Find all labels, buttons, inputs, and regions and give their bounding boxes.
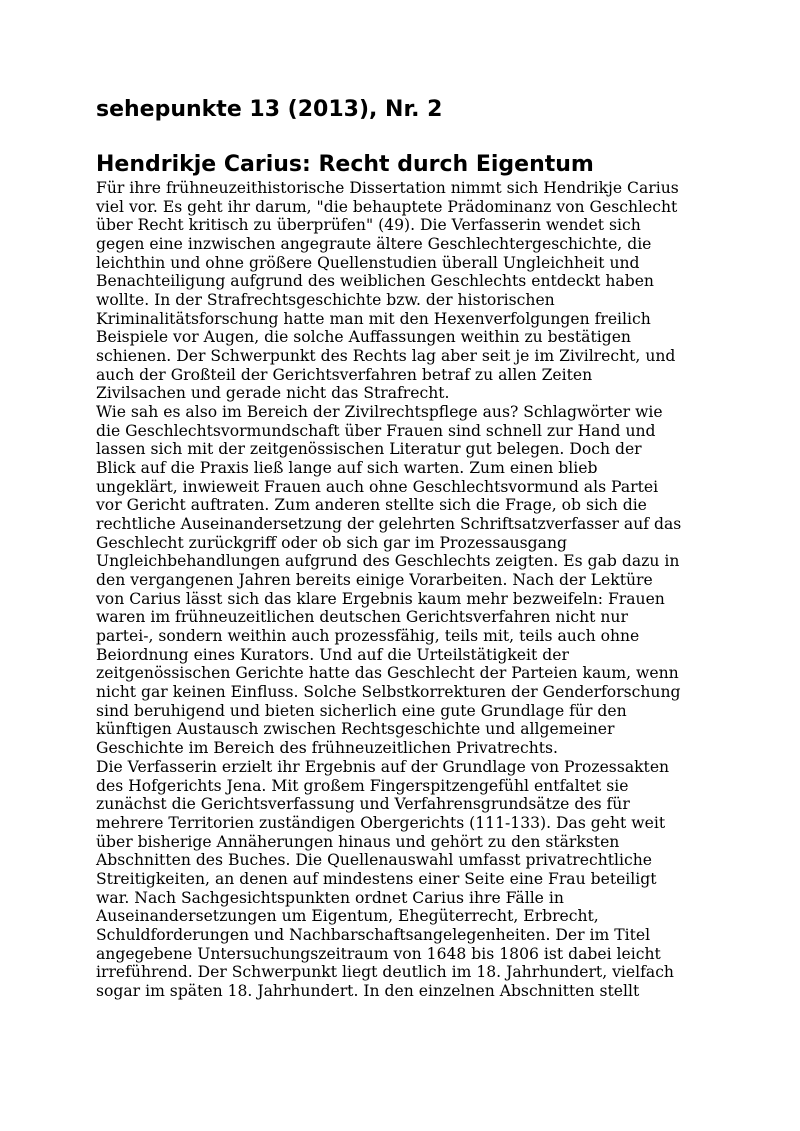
text-line: mehrere Territorien zuständigen Obergerichts (111-133). Das geht weit <box>96 813 666 832</box>
text-line: waren im frühneuzeitlichen deutschen Gerichtsverfahren nicht nur <box>96 608 628 627</box>
text-line: Streitigkeiten, an denen auf mindestens einer Seite eine Frau beteiligt <box>96 869 657 888</box>
text-line: nicht gar keinen Einfluss. Solche Selbstkorrekturen der Genderforschung <box>96 683 681 702</box>
text-line: Kriminalitätsforschung hatte man mit den Hexenverfolgungen freilich <box>96 309 651 328</box>
text-line: sind beruhigend und bieten sicherlich eine gute Grundlage für den <box>96 701 627 720</box>
text-line: ungeklärt, inwieweit Frauen auch ohne Geschlechtsvormund als Partei <box>96 477 659 496</box>
text-line: Benachteiligung aufgrund des weiblichen Geschlechts entdeckt haben <box>96 272 654 291</box>
text-line: Zivilsachen und gerade nicht das Strafrecht. <box>96 384 450 403</box>
text-line: Ungleichbehandlungen aufgrund des Geschlechts zeigten. Es gab dazu in <box>96 552 680 571</box>
document-page <box>96 96 716 1001</box>
text-line: von Carius lässt sich das klare Ergebnis kaum mehr bezweifeln: Frauen <box>96 589 665 608</box>
text-line: Auseinandersetzungen um Eigentum, Ehegüterrecht, Erbrecht, <box>96 907 599 926</box>
text-line: partei-, sondern weithin auch prozessfähig, teils mit, teils auch ohne <box>96 627 640 646</box>
text-line: Geschichte im Bereich des frühneuzeitlichen Privatrechts. <box>96 739 558 758</box>
text-line: Die Verfasserin erzielt ihr Ergebnis auf der Grundlage von Prozessakten <box>96 757 670 776</box>
text-line: leichthin und ohne größere Quellenstudien überall Ungleichheit und <box>96 253 640 272</box>
text-line: schienen. Der Schwerpunkt des Rechts lag aber seit je im Zivilrecht, und <box>96 347 676 366</box>
text-line: vor Gericht auftraten. Zum anderen stellte sich die Frage, ob sich die <box>96 496 647 515</box>
text-line: die Geschlechtsvormundschaft über Frauen sind schnell zur Hand und <box>96 421 656 440</box>
review-body-text <box>96 179 716 1001</box>
text-line: wollte. In der Strafrechtsgeschichte bzw. der historischen <box>96 291 555 310</box>
text-line: Blick auf die Praxis ließ lange auf sich warten. Zum einen blieb <box>96 459 598 478</box>
text-line: den vergangenen Jahren bereits einige Vorarbeiten. Nach der Lektüre <box>96 571 653 590</box>
text-line: lassen sich mit der zeitgenössischen Literatur gut belegen. Doch der <box>96 440 642 459</box>
text-line: Beiordnung eines Kurators. Und auf die Urteilstätigkeit der <box>96 645 569 664</box>
text-line: sogar im späten 18. Jahrhundert. In den einzelnen Abschnitten stellt <box>96 981 640 1000</box>
journal-title: sehepunkte 13 (2013), Nr. 2 <box>96 97 443 122</box>
text-line: rechtliche Auseinandersetzung der gelehrten Schriftsatzverfasser auf das <box>96 515 682 534</box>
text-line: Geschlecht zurückgriff oder ob sich gar im Prozessausgang <box>96 533 567 552</box>
text-line: gegen eine inzwischen angegraute ältere Geschlechtergeschichte, die <box>96 235 652 254</box>
text-line: Wie sah es also im Bereich der Zivilrechtspflege aus? Schlagwörter wie <box>96 403 663 422</box>
text-line: auch der Großteil der Gerichtsverfahren betraf zu allen Zeiten <box>96 365 593 384</box>
text-line: über Recht kritisch zu überprüfen" (49). Die Verfasserin wendet sich <box>96 216 641 235</box>
text-line: war. Nach Sachgesichtspunkten ordnet Carius ihre Fälle in <box>96 888 564 907</box>
text-line: viel vor. Es geht ihr darum, "die behauptete Prädominanz von Geschlecht <box>96 197 678 216</box>
text-line: Abschnitten des Buches. Die Quellenauswahl umfasst privatrechtliche <box>96 851 652 870</box>
text-line: künftigen Austausch zwischen Rechtsgeschichte und allgemeiner <box>96 720 615 739</box>
text-line: irreführend. Der Schwerpunkt liegt deutlich im 18. Jahrhundert, vielfach <box>96 963 674 982</box>
text-line: Für ihre frühneuzeithistorische Dissertation nimmt sich Hendrikje Carius <box>96 179 679 197</box>
text-line: Beispiele vor Augen, die solche Auffassungen weithin zu bestätigen <box>96 328 631 347</box>
text-line: über bisherige Annäherungen hinaus und gehört zu den stärksten <box>96 832 620 851</box>
review-title: Hendrikje Carius: Recht durch Eigentum <box>96 152 594 177</box>
text-line: zunächst die Gerichtsverfassung und Verfahrensgrundsätze des für <box>96 795 630 814</box>
text-line: Schuldforderungen und Nachbarschaftsangelegenheiten. Der im Titel <box>96 925 651 944</box>
text-line: des Hofgerichts Jena. Mit großem Fingerspitzengefühl entfaltet sie <box>96 776 629 795</box>
text-line: zeitgenössischen Gerichte hatte das Geschlecht der Parteien kaum, wenn <box>96 664 679 683</box>
text-line: angegebene Untersuchungszeitraum von 1648 bis 1806 ist dabei leicht <box>96 944 661 963</box>
